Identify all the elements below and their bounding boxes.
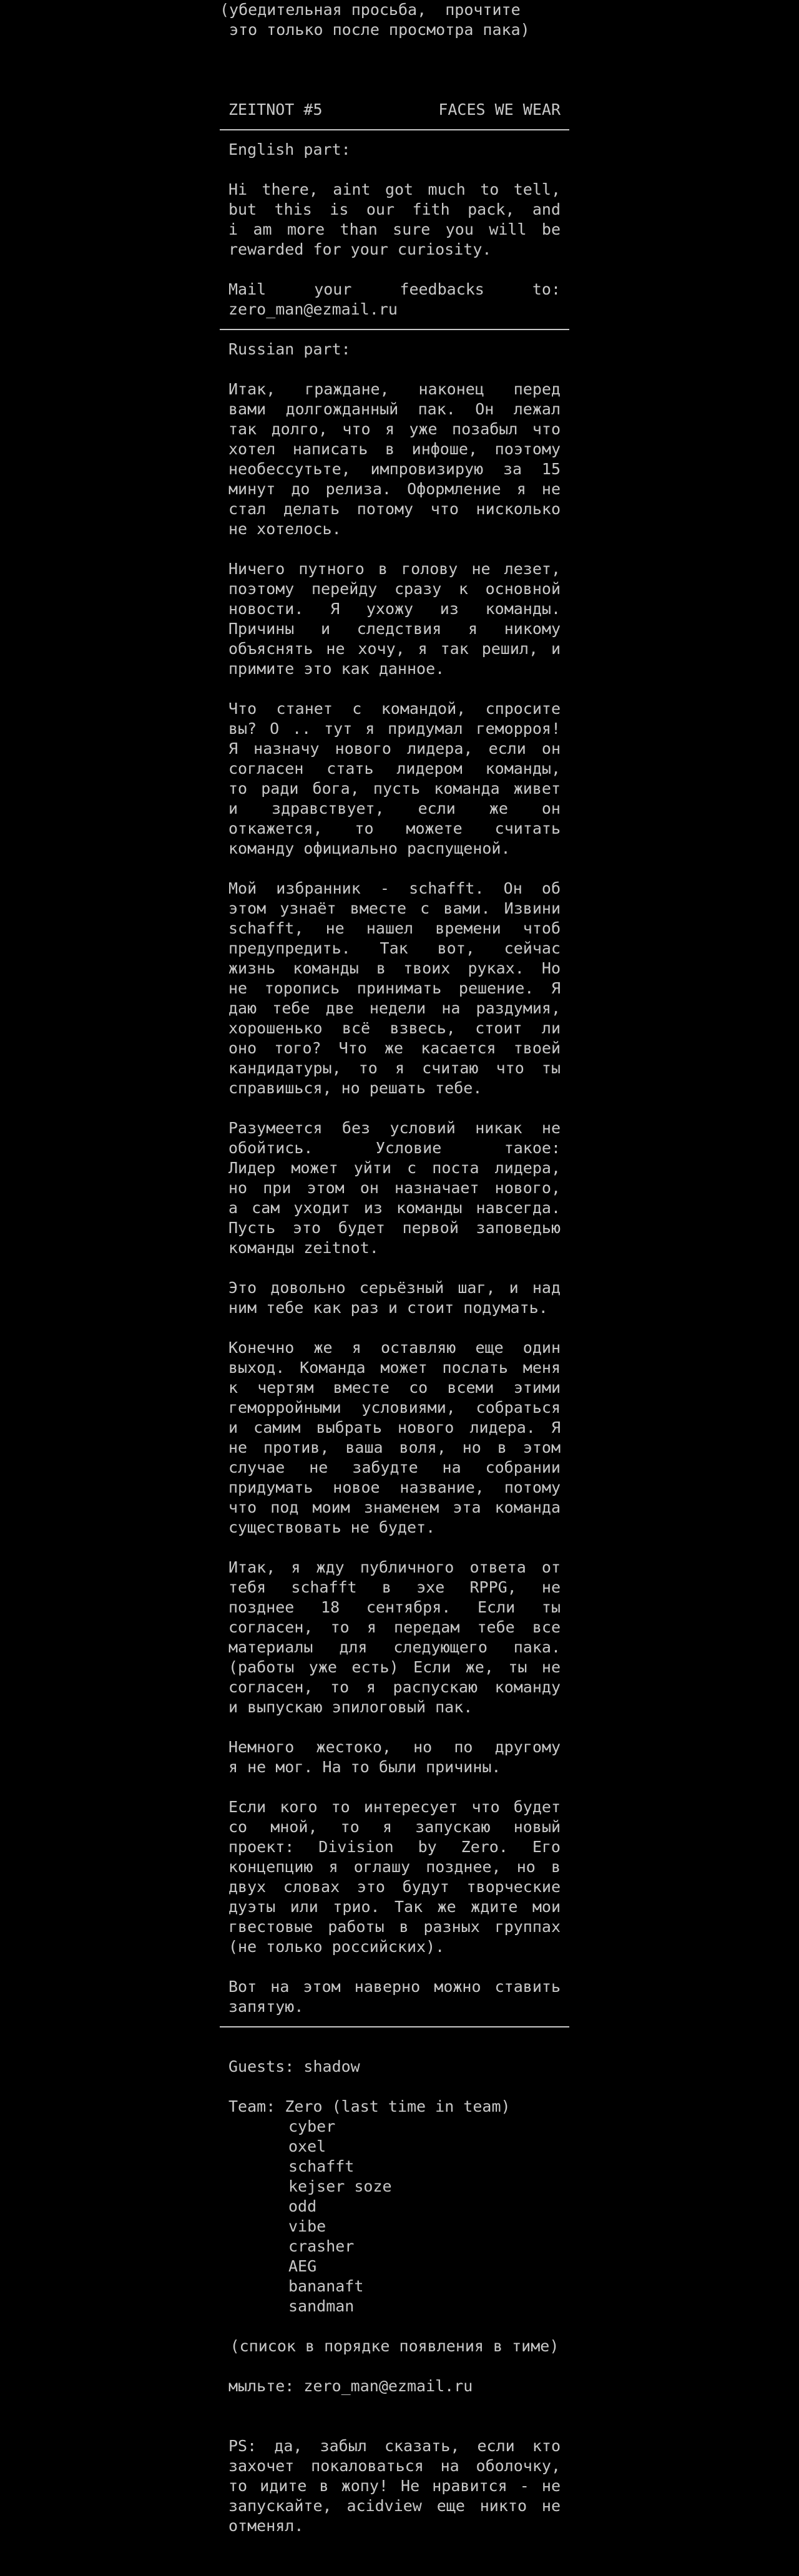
text-line: согласен, то я передам тебе все — [228, 1618, 561, 1636]
text-line: (не только российских). — [228, 1938, 445, 1956]
text-line: оно того? Что же касается твоей — [228, 1039, 561, 1057]
text-line: Mail your feedbacks to: — [228, 280, 561, 298]
team-member — [228, 2197, 561, 2217]
team-member-name: vibe — [288, 2217, 326, 2235]
russian-section — [228, 339, 561, 2017]
text-line: придумать новое название, потому — [228, 1478, 561, 1496]
text-line: команды zeitnot. — [228, 1239, 379, 1257]
text-line: примите это как данное. — [228, 660, 445, 678]
text-line: предупредить. Так вот, сейчас — [228, 939, 561, 957]
text-line: Если кого то интересует что будет — [228, 1798, 561, 1816]
text-line: команду официально распущеной. — [228, 839, 511, 857]
text-line: справишься, но решать тебе. — [228, 1079, 483, 1097]
team-member — [228, 2097, 561, 2117]
text-line: i am more than sure you will be — [228, 220, 561, 238]
team-member-name: cyber — [288, 2117, 336, 2135]
divider — [220, 329, 569, 330]
text-line: и самим выбрать нового лидера. Я — [228, 1418, 561, 1437]
pack-title: FACES WE WEAR — [438, 100, 561, 119]
text-line: даю тебе две недели на раздумия, — [228, 999, 561, 1017]
text-line: поэтому перейду сразу к основной — [228, 580, 561, 598]
text-line: объяснять не хочу, я так решил, и — [228, 640, 561, 658]
text-line: Конечно же я оставляю еще один — [228, 1339, 561, 1357]
team-member-name: AEG — [288, 2257, 317, 2275]
text-line: кандидатуры, то я считаю что ты — [228, 1059, 561, 1077]
text-line: проект: Division by Zero. Его — [228, 1838, 561, 1856]
text-line: минут до релиза. Оформление я не — [228, 480, 561, 498]
paragraph — [228, 879, 561, 1098]
team-member-name: crasher — [288, 2237, 355, 2255]
text-line: геморройными условиями, собраться — [228, 1398, 561, 1417]
mail-section — [228, 2376, 561, 2396]
text-line: Ничего путного в голову не лезет, — [228, 560, 561, 578]
text-line: я не мог. На то были причины. — [228, 1758, 501, 1776]
ps-section — [228, 2436, 561, 2536]
text-line: хорошенько всё взвесь, стоит ли — [228, 1019, 561, 1037]
text-line: Пусть это будет первой заповедью — [228, 1219, 561, 1237]
team-member-name: kejser soze — [288, 2177, 392, 2195]
text-line: Hi there, aint got much to tell, — [228, 180, 561, 198]
paragraph — [228, 1977, 561, 2017]
text-line: ним тебе как раз и стоит подумать. — [228, 1299, 548, 1317]
team-label: Team: — [228, 2097, 276, 2115]
text-line: согласен, то я распускаю команду — [228, 1678, 561, 1696]
text-line: вы? О .. тут я придумал геморроя! — [228, 720, 561, 738]
info-document — [220, 0, 569, 2536]
team-member-name: Zero (last time in team) — [285, 2097, 511, 2115]
text-line: Вот на этом наверно можно ставить — [228, 1978, 561, 1996]
guests-label: Guests: — [228, 2057, 295, 2076]
guests-line — [228, 2057, 561, 2077]
team-member-name: sandman — [288, 2297, 355, 2315]
text-line: запятую. — [228, 1998, 304, 2016]
text-line: позднее 18 сентября. Если ты — [228, 1598, 561, 1616]
text-line: rewarded for your curiosity. — [228, 240, 492, 258]
text-line: schafft, не нашел времени чтоб — [228, 919, 561, 937]
text-line: Итак, граждане, наконец перед — [228, 380, 561, 398]
text-line: материалы для следующего пака. — [228, 1638, 561, 1656]
text-line: Что станет с командой, спросите — [228, 700, 561, 718]
text-line: хотел написать в инфоше, поэтому — [228, 440, 561, 458]
text-line: Причины и следствия я никому — [228, 620, 561, 638]
text-line: but this is our fith pack, and — [228, 200, 561, 218]
text-line: обойтись. Условие такое: — [228, 1139, 561, 1157]
paragraph — [228, 699, 561, 859]
pack-header — [228, 100, 561, 120]
mail-line: мыльте: zero_man@ezmail.ru — [228, 2377, 473, 2395]
paragraph — [228, 1338, 561, 1538]
text-line: случае не забудте на собрании — [228, 1458, 561, 1476]
text-line: вами долгожданный пак. Он лежал — [228, 400, 561, 418]
text-line: стал делать потому что нисколько — [228, 500, 561, 518]
text-line: к чертям вместе со всеми этими — [228, 1378, 561, 1397]
ps-line: PS: да, забыл сказать, если кто — [228, 2437, 561, 2455]
team-member — [228, 2217, 561, 2237]
text-line: со мной, то я запускаю новый — [228, 1818, 561, 1836]
paragraph — [228, 1737, 561, 1777]
text-line: Я назначу нового лидера, если он — [228, 739, 561, 758]
text-line: дуэты или трио. Так же ждите мои — [228, 1898, 561, 1916]
text-line: то ради бога, пусть команда живет — [228, 779, 561, 798]
team-member — [228, 2296, 561, 2316]
english-section — [228, 140, 561, 320]
text-line: двух словах это будут творческие — [228, 1878, 561, 1896]
text-line: не против, ваша воля, но в этом — [228, 1438, 561, 1456]
text-line: Мой избранник - schafft. Он об — [228, 879, 561, 897]
text-line: Это довольно серьёзный шаг, и над — [228, 1279, 561, 1297]
paragraph — [228, 1558, 561, 1717]
paragraph — [228, 559, 561, 679]
text-line: и выпускаю эпилоговый пак. — [228, 1698, 473, 1716]
ps-line: захочет покаловаться на оболочку, — [228, 2457, 561, 2475]
ps-line: отменял. — [228, 2517, 304, 2535]
team-member — [228, 2117, 561, 2137]
intro-line: это только после просмотра пака) — [220, 21, 530, 39]
text-line: так долго, что я уже позабыл что — [228, 420, 561, 438]
pack-number: ZEITNOT #5 — [228, 100, 323, 119]
text-line: концепцию я оглашу позднее, но в — [228, 1858, 561, 1876]
paragraph — [228, 1278, 561, 1318]
ps-line: то идите в жопу! Не нравится - не — [228, 2477, 561, 2495]
guests-value: shadow — [303, 2057, 360, 2076]
team-member — [228, 2157, 561, 2177]
text-line: существовать не будет. — [228, 1518, 436, 1536]
text-line: Лидер может уйти с поста лидера, — [228, 1159, 561, 1177]
text-line: жизнь команды в твоих руках. Но — [228, 959, 561, 977]
text-line: (работы уже есть) Если же, ты не — [228, 1658, 561, 1676]
divider — [220, 129, 569, 130]
text-line: откажется, то можете считать — [228, 819, 561, 837]
divider — [220, 2026, 569, 2027]
text-line: тебя schafft в эхе RPPG, не — [228, 1578, 561, 1596]
section-heading: English part: — [228, 140, 351, 159]
team-member-name: schafft — [288, 2157, 355, 2175]
section-heading: Russian part: — [228, 340, 351, 358]
team-member — [228, 2237, 561, 2256]
team-member — [228, 2276, 561, 2296]
team-member-name: bananaft — [288, 2277, 364, 2295]
team-member-name: oxel — [288, 2137, 326, 2155]
text-line: новости. Я ухожу из команды. — [228, 600, 561, 618]
text-line: и здравствует, если же он — [228, 799, 561, 817]
credits-section — [228, 2057, 561, 2316]
text-line: этом узнаёт вместе с вами. Извини — [228, 899, 561, 917]
text-line: zero_man@ezmail.ru — [228, 300, 398, 318]
text-line: а сам уходит из команды навсегда. — [228, 1199, 561, 1217]
paragraph — [228, 280, 561, 320]
intro-line: (убедительная просьба, прочтите — [220, 1, 521, 19]
text-line: Разумеется без условий никак не — [228, 1119, 561, 1137]
text-line: выход. Команда может послать меня — [228, 1359, 561, 1377]
paragraph — [228, 379, 561, 539]
text-line: не хотелось. — [228, 520, 341, 538]
text-line: но при этом он назначает нового, — [228, 1179, 561, 1197]
text-line: Немного жестоко, но по другому — [228, 1738, 561, 1756]
text-line: что под моим знаменем эта команда — [228, 1498, 561, 1516]
text-line: гвестовые работы в разных группах — [228, 1918, 561, 1936]
intro-note — [220, 0, 569, 40]
text-line: согласен стать лидером команды, — [228, 759, 561, 778]
text-line: Итак, я жду публичного ответа от — [228, 1558, 561, 1576]
team-member — [228, 2256, 561, 2276]
team-member-name: odd — [288, 2197, 317, 2215]
team-member — [228, 2137, 561, 2157]
ps-line: запускайте, acidview еще никто не — [228, 2497, 561, 2515]
paragraph — [228, 1797, 561, 1957]
team-member — [228, 2177, 561, 2197]
text-line: необессутьте, импровизирую за 15 — [228, 460, 561, 478]
paragraph — [228, 1118, 561, 1258]
order-note: (список в порядке появления в тиме) — [230, 2337, 559, 2355]
text-line: не торопись принимать решение. Я — [228, 979, 561, 997]
paragraph — [228, 180, 561, 260]
team-list — [228, 2097, 561, 2316]
